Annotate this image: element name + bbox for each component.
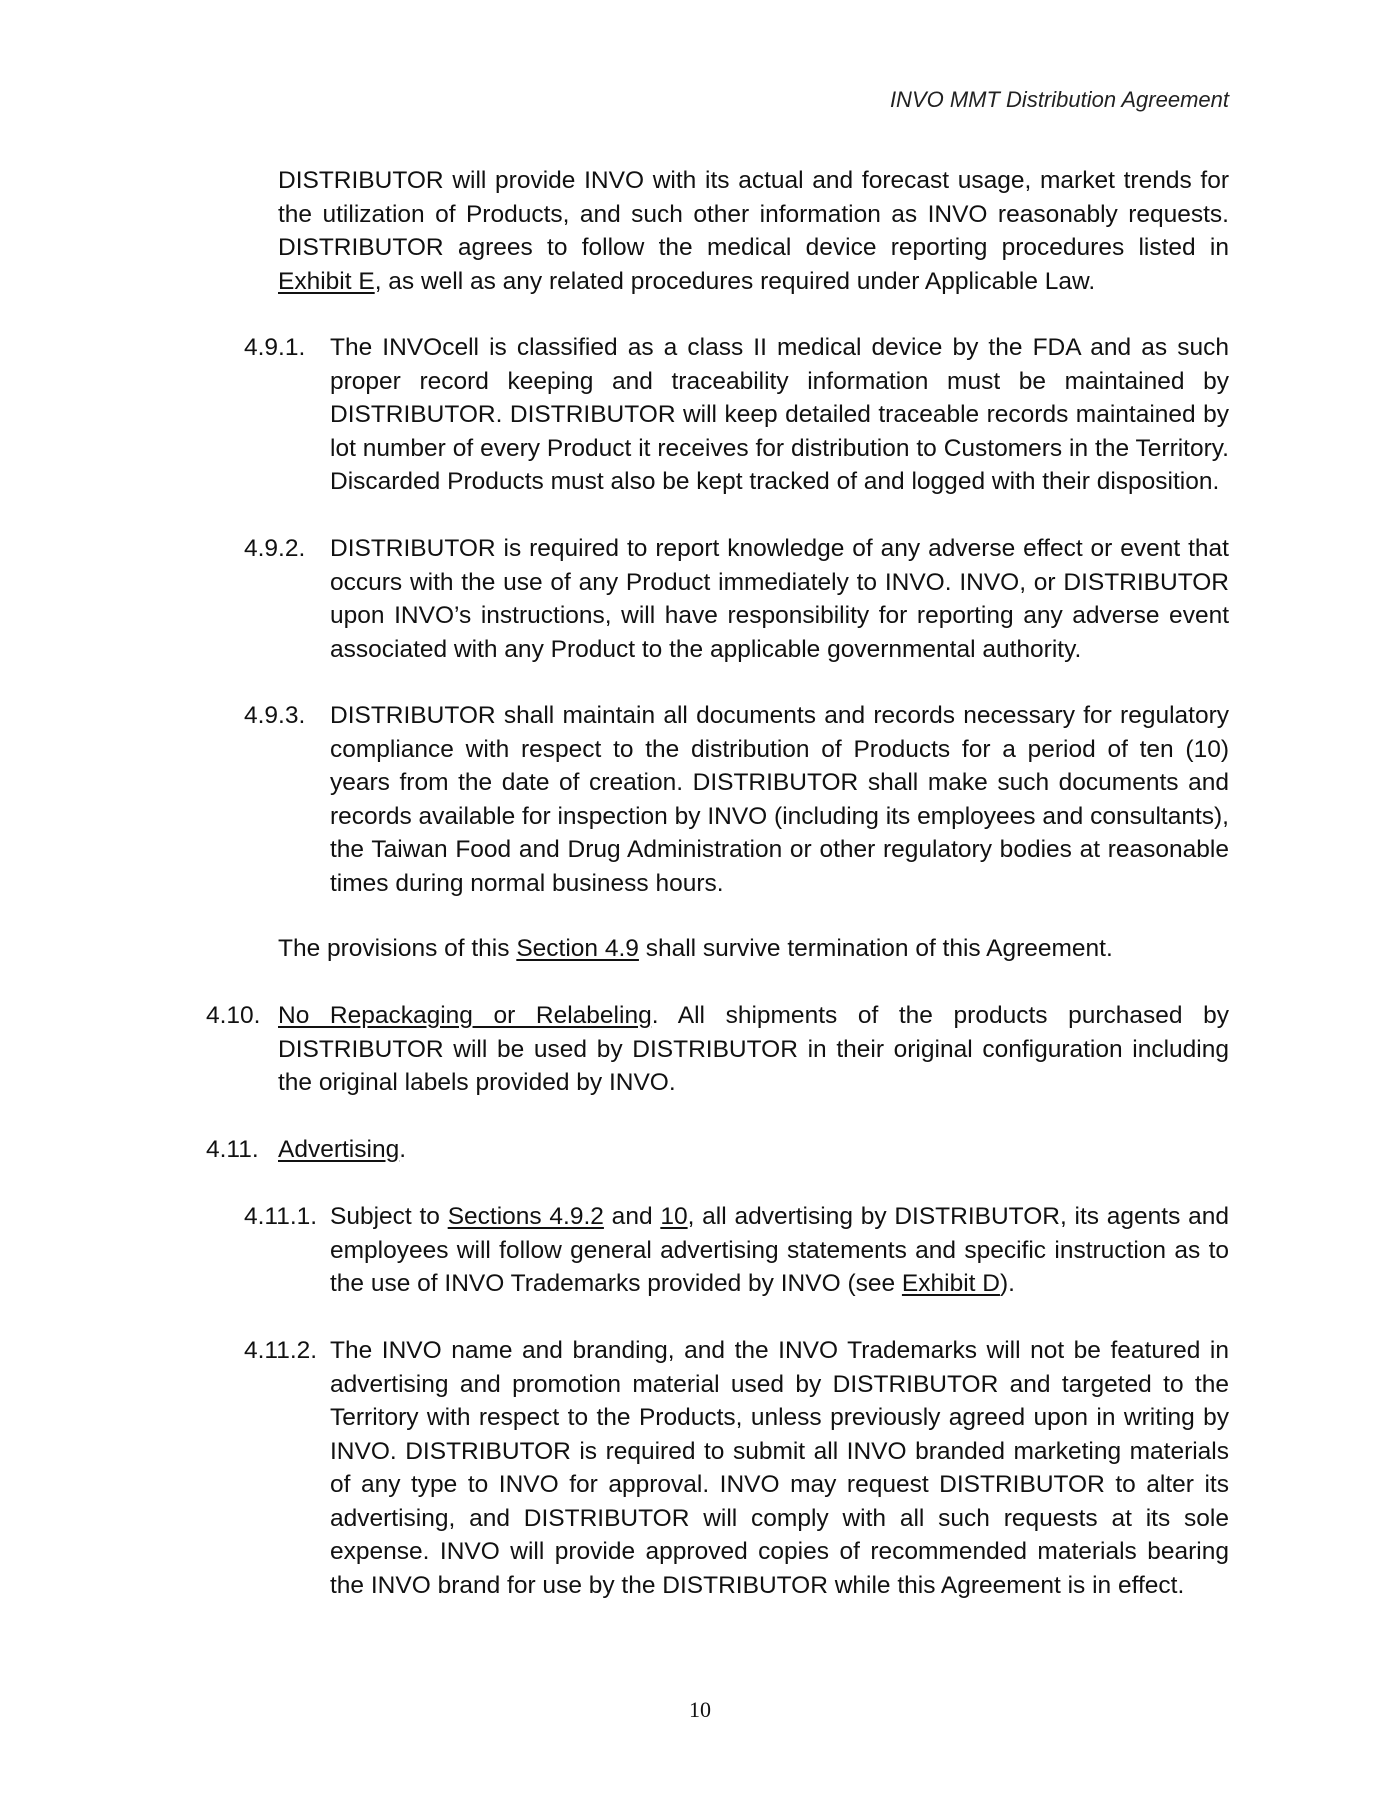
section-number: 4.11.1.	[244, 1203, 318, 1230]
exhibit-e-link[interactable]: Exhibit E	[278, 267, 375, 295]
section-4-11	[206, 1133, 1229, 1167]
section-4-9-1	[244, 331, 1229, 499]
survival-text-1: The provisions of this	[278, 935, 517, 962]
section-number: 4.10.	[206, 1002, 261, 1029]
survival-paragraph	[278, 932, 1229, 966]
section-text	[278, 1133, 1229, 1167]
running-header: INVO MMT Distribution Agreement	[889, 87, 1229, 112]
section-text	[278, 999, 1229, 1100]
section-4-11-1	[244, 1200, 1229, 1301]
text-part-2: and	[603, 1203, 661, 1230]
page-number: 10	[689, 1697, 711, 1722]
section-number: 4.11.2.	[244, 1337, 318, 1364]
intro-paragraph	[278, 164, 1229, 298]
section-body: . All shipments of the products purchased by DISTRIBUTOR will be used by DISTRIBUTOR in their original configuration including the original labels provided by INVO.	[278, 1002, 1229, 1096]
section-heading: No Repackaging or Relabeling	[278, 1002, 652, 1029]
intro-text-2: , as well as any related procedures required under Applicable Law.	[374, 267, 1096, 295]
section-4-11-2	[244, 1334, 1229, 1602]
section-number: 4.9.1.	[244, 334, 306, 361]
text-part-3: , all advertising by DISTRIBUTOR, its agents and employees will follow general advertising statements and specific instruction as to the use of INVO Trademarks provided by INVO (see	[330, 1203, 1229, 1297]
section-10-link[interactable]: 10	[660, 1203, 688, 1230]
heading-period: .	[399, 1136, 407, 1163]
section-text	[330, 1200, 1229, 1301]
exhibit-d-link[interactable]: Exhibit D	[901, 1270, 1000, 1297]
section-text: DISTRIBUTOR shall maintain all documents and records necessary for regulatory compliance with respect to the distribution of Products for a period of ten (10) years from the date of creation. DISTRIBUTOR shall make such documents and records available for inspection by INVO (including its employees and consultants), the Taiwan Food and Drug Administration or other regulatory bodies at reasonable times during normal business hours.	[330, 702, 1229, 897]
text-part-4: ).	[999, 1270, 1015, 1297]
section-text: The INVOcell is classified as a class II medical device by the FDA and as such proper record keeping and traceability information must be maintained by DISTRIBUTOR. DISTRIBUTOR will keep detailed traceable records maintained by lot number of every Product it receives for distribution to Customers in the Territory. Discarded Products must also be kept tracked of and logged with their disposition.	[330, 334, 1229, 495]
section-4-10	[206, 999, 1229, 1100]
section-number: 4.9.3.	[244, 702, 306, 729]
text-part-1: Subject to	[330, 1203, 448, 1230]
section-number: 4.9.2.	[244, 535, 306, 562]
section-4-9-link[interactable]: Section 4.9	[516, 935, 639, 962]
intro-text-1: DISTRIBUTOR will provide INVO with its actual and forecast usage, market trends for the utilization of Products, and such other information as INVO reasonably requests. DISTRIBUTOR agrees to follow the medical device reporting procedures listed in	[278, 167, 1229, 261]
survival-text-2: shall survive termination of this Agreement.	[638, 935, 1113, 962]
section-text: DISTRIBUTOR is required to report knowledge of any adverse effect or event that occurs with the use of any Product immediately to INVO. INVO, or DISTRIBUTOR upon INVO’s instructions, will have responsibility for reporting any adverse event associated with any Product to the applicable governmental authority.	[330, 535, 1229, 663]
section-4-9-3	[244, 699, 1229, 900]
sections-4-9-2-link[interactable]: Sections 4.9.2	[447, 1203, 604, 1230]
section-heading: Advertising	[278, 1136, 400, 1163]
section-4-9-2	[244, 532, 1229, 666]
section-number: 4.11.	[206, 1136, 259, 1163]
section-text: The INVO name and branding, and the INVO Trademarks will not be featured in advertising and promotion material used by DISTRIBUTOR and targeted to the Territory with respect to the Products, unless previously agreed upon in writing by INVO. DISTRIBUTOR is required to submit all INVO branded marketing materials of any type to INVO for approval. INVO may request DISTRIBUTOR to alter its advertising, and DISTRIBUTOR will comply with all such requests at its sole expense. INVO will provide approved copies of recommended materials bearing the INVO brand for use by the DISTRIBUTOR while this Agreement is in effect.	[330, 1337, 1229, 1599]
